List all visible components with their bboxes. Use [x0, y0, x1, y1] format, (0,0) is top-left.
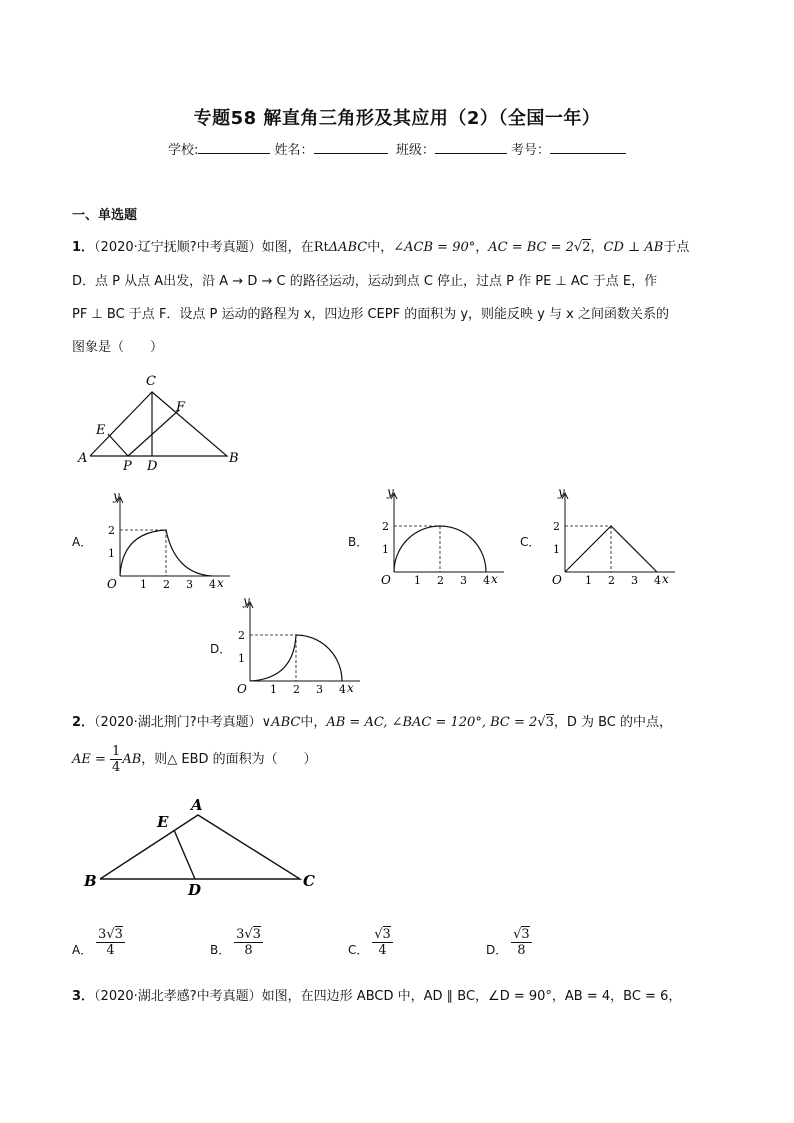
q2-fraction: [110, 744, 122, 775]
school-blank: [198, 141, 270, 154]
q1-fig-label-d: D: [147, 459, 158, 474]
q1-graph-c-y-label: y: [558, 488, 565, 499]
q1-graph-a-x-label: x: [217, 576, 224, 590]
q1-option-d-label[interactable]: D．: [210, 642, 232, 656]
q3-line1: [72, 985, 681, 1004]
q1-option-c-label[interactable]: C．: [520, 535, 541, 549]
q1-graph-c-y-tick-2: 2: [553, 520, 560, 533]
student-info-line: [0, 139, 794, 158]
q2-option-c-rad: 3: [382, 927, 391, 942]
q1-graph-a-x-tick-1: 1: [140, 578, 147, 591]
q1-graph-b-x-tick-3: 3: [460, 574, 467, 587]
q2-conditions: AB = AC, ∠BAC = 120°, BC = 2: [326, 715, 538, 730]
q1-line1: 1．（2020·辽宁抚顺?中考真题）如图，在RtΔABC中，∠ACB = 90°，AC = BC = 2√2，CD ⊥ AB于点: [72, 240, 690, 255]
q2-triangle-figure: [78, 795, 328, 900]
q2-frac-den: 4: [112, 760, 121, 775]
q1-sqrt: √2: [573, 240, 591, 255]
q2-triangle-outline: [100, 815, 300, 879]
q2-fig-label-b: B: [84, 872, 97, 890]
q2-option-a[interactable]: [72, 927, 125, 958]
q1-graph-d-x-tick-4: 4: [339, 683, 346, 696]
q2-triangle: ∨ABC: [261, 715, 301, 730]
q1-line2: D．点 P 从点 A出发，沿 A → D → C 的路径运动，运动到点 C 停止，过点 P 作 PE ⊥ AC 于点 E，作: [72, 274, 658, 289]
q3-number: 3．: [72, 989, 95, 1004]
q2-ab: AB: [122, 752, 142, 767]
q2-sqrt-arg: 3: [545, 715, 554, 730]
q1-graph-c-x-tick-1: 1: [585, 574, 592, 587]
q2-option-a-rad: 3: [114, 927, 123, 942]
q2-line2: [72, 744, 317, 775]
q3-source: （2020·湖北孝感?中考真题）: [94, 989, 262, 1004]
q1-graph-b-x-tick-4: 4: [483, 574, 490, 587]
q2-rest: ，则△ EBD 的面积为（ ）: [141, 752, 317, 767]
q2-d-mid: ，D 为 BC 的中点，: [553, 715, 673, 730]
q1-graph-d-x-tick-2: 2: [293, 683, 300, 696]
q1-graph-b-y-label: y: [387, 488, 394, 499]
q1-graph-b-y-tick-2: 2: [382, 520, 389, 533]
q1-fig-label-a: A: [78, 451, 88, 466]
q1-segment-pf: [128, 410, 179, 456]
q1-graph-b-x-label: x: [491, 572, 498, 586]
q1-graph-a-origin-label: O: [107, 577, 117, 591]
q1-graph-d-y-tick-1: 1: [238, 652, 245, 665]
section-title: 一、单选题: [72, 208, 138, 223]
class-blank: [435, 141, 507, 154]
q2-fig-label-c: C: [303, 872, 315, 890]
q1-option-b-graph[interactable]: [374, 488, 509, 588]
q2-line1: [72, 711, 672, 730]
q1-ac-bc: AC = BC = 2: [488, 240, 574, 255]
q2-option-b-rad: 3: [252, 927, 261, 942]
q1-number: 1．: [72, 240, 95, 255]
name-blank: [314, 141, 388, 154]
q1-line3: PF ⊥ BC 于点 F．设点 P 运动的路程为 x，四边形 CEPF 的面积为 y，则能反映 y 与 x 之间函数关系的: [72, 307, 669, 322]
q2-option-b[interactable]: [210, 927, 263, 958]
q1-graph-a-y-label: y: [113, 492, 120, 503]
q2-number: 2．: [72, 715, 95, 730]
q1-graph-c-x-tick-3: 3: [631, 574, 638, 587]
q2-sqrt: √3: [537, 715, 554, 730]
q2-option-b-den: 8: [244, 943, 253, 958]
q3-text: 如图，在四边形 ABCD 中，AD ∥ BC，∠D = 90°，AB = 4，BC = 6，: [261, 989, 682, 1004]
q1-graph-d-y-label: y: [243, 597, 250, 608]
q1-fig-label-p: P: [123, 459, 132, 474]
q1-sqrt-arg: 2: [582, 240, 591, 255]
q1-fig-label-b: B: [229, 451, 239, 466]
q2-option-c-den: 4: [378, 943, 387, 958]
q1-triangle-outline: [90, 392, 227, 456]
q1-graph-c-x-label: x: [662, 572, 669, 586]
q1-fig-label-f: F: [176, 400, 186, 415]
q2-option-b-label: B．: [210, 943, 231, 957]
q2-option-a-den: 4: [106, 943, 115, 958]
q1-mid: 中，: [367, 240, 394, 255]
name-label: 姓名：: [274, 143, 314, 158]
q2-source: （2020·湖北荆门?中考真题）: [94, 715, 262, 730]
q1-angle: ∠ACB = 90°: [393, 240, 476, 255]
q1-yu-dian: 于点: [663, 240, 690, 255]
exam-no-blank: [550, 141, 626, 154]
q2-zhong: 中，: [300, 715, 327, 730]
q2-fig-label-e: E: [157, 813, 169, 831]
exam-no-label: 考号：: [510, 143, 550, 158]
q1-graph-a-x-tick-4: 4: [209, 578, 216, 591]
q1-graph-b-x-tick-2: 2: [437, 574, 444, 587]
school-label: 学校:: [168, 143, 199, 158]
q2-option-d-label: D．: [486, 943, 508, 957]
q2-option-c-value: $\frac{√3}{4}$: [374, 927, 391, 958]
q2-fig-label-d: D: [188, 881, 202, 899]
q1-graph-a-x-tick-3: 3: [186, 578, 193, 591]
q1-option-a-graph[interactable]: [100, 492, 235, 592]
q2-frac-num: 1: [112, 744, 121, 759]
q2-option-c[interactable]: [348, 927, 393, 958]
q1-graph-d-x-tick-3: 3: [316, 683, 323, 696]
q1-triangle-figure: [70, 370, 250, 475]
q2-option-a-label: A．: [72, 943, 93, 957]
q1-graph-b-x-tick-1: 1: [414, 574, 421, 587]
q1-fig-label-e: E: [96, 423, 106, 438]
q2-option-c-label: C．: [348, 943, 369, 957]
q1-graph-c-x-tick-2: 2: [608, 574, 615, 587]
q1-option-c-graph[interactable]: [545, 488, 680, 588]
q1-graph-d-x-label: x: [347, 681, 354, 695]
q2-option-b-value: $\frac{3√3}{8}$: [236, 927, 261, 958]
q1-graph-a-y-tick-2: 2: [108, 524, 115, 537]
page-title: 专题58 解直角三角形及其应用（2）（全国一年）: [193, 108, 601, 129]
q2-option-d-den: 8: [517, 943, 526, 958]
q1-graph-b-y-tick-1: 1: [382, 543, 389, 556]
q1-option-a-label[interactable]: A．: [72, 535, 93, 549]
q1-option-b-label[interactable]: B．: [348, 535, 369, 549]
q1-graph-d-y-tick-2: 2: [238, 629, 245, 642]
q2-option-d-rad: 3: [521, 927, 530, 942]
q2-option-d[interactable]: [486, 927, 532, 958]
q1-segment-pe: [108, 434, 128, 456]
q1-line4: 图象是（ ）: [72, 340, 164, 355]
q2-fig-label-a: A: [191, 796, 203, 814]
q2-option-b-coef: 3: [236, 927, 245, 942]
q1-graph-d-x-tick-1: 1: [270, 683, 277, 696]
q1-rt: Rt: [313, 240, 329, 255]
q1-graph-c-origin-label: O: [552, 573, 562, 587]
q1-triangle: ΔABC: [328, 240, 368, 255]
q1-graph-c-y-tick-1: 1: [553, 543, 560, 556]
q1-graph-b-origin-label: O: [381, 573, 391, 587]
q1-fig-label-c: C: [146, 374, 156, 389]
q2-option-a-coef: 3: [98, 927, 107, 942]
q2-option-a-value: $\frac{3√3}{4}$: [98, 927, 123, 958]
q2-segment-ed: [174, 830, 195, 879]
q1-source: （2020·辽宁抚顺?中考真题）: [94, 240, 262, 255]
q2-option-d-value: $\frac{√3}{8}$: [513, 927, 530, 958]
q1-option-d-graph[interactable]: [230, 597, 365, 697]
q2-ae: AE =: [72, 752, 106, 767]
q1-comma: ，: [475, 240, 489, 255]
q1-graph-c-x-tick-4: 4: [654, 574, 661, 587]
q1-cd-perp: CD ⊥ AB: [603, 240, 664, 255]
q1-graph-d-origin-label: O: [237, 682, 247, 696]
q1-graph-a-x-tick-2: 2: [163, 578, 170, 591]
class-label: 班级：: [395, 143, 435, 158]
q1-text: 如图，在: [261, 240, 314, 255]
q1-graph-a-y-tick-1: 1: [108, 547, 115, 560]
